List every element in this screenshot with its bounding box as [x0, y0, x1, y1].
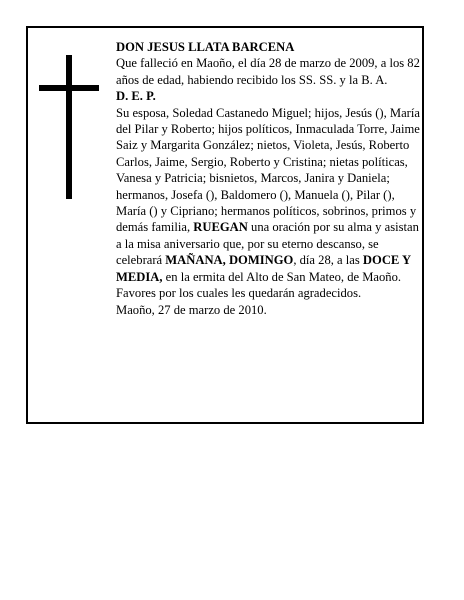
dep-abbreviation: D. E. P. — [116, 89, 156, 104]
signoff: Maoño, 27 de marzo de 2010. — [116, 302, 267, 317]
mass-announcement — [116, 105, 422, 302]
death-details: Que falleció en Maoño, el día 28 de marzo de 2009, a los 82 años de edad, habiendo recibido los SS. SS. y la B. A. — [116, 56, 420, 87]
mass-day: MAÑANA, DOMINGO — [165, 253, 294, 268]
obituary-notice — [26, 26, 424, 424]
request-text: una oración por su alma y asistan a la misa aniversario que, por su eterno descanso, se celebrará — [116, 220, 419, 268]
mass-location: en la ermita del Alto de San Mateo, de Maoño. Favores por los cuales les quedarán agradecidos. — [116, 269, 402, 301]
mass-time: DOCE Y MEDIA, — [116, 253, 411, 284]
mass-date: , día 28, a las — [293, 253, 363, 268]
cross-icon — [39, 55, 99, 199]
family-list: Su esposa, Soledad Castanedo Miguel; hijos, Jesús (), María del Pilar y Roberto; hijos políticos, Inmaculada Torre, Jaime Saiz y Margarita González; nietos, Violeta, Jesús, Roberto Carlos, Jaime, Sergio, Roberto y Cristina; nietas políticas, Vanesa y Patricia; bisnietos, Marcos, Janira y Daniela; hermanos, Josefa (), Baldomero (), Manuela (), Pilar (), María () y Cipriano; hermanos políticos, sobrinos, primos y demás familia, — [116, 105, 420, 235]
obituary-text — [116, 39, 422, 318]
ruegan-word: RUEGAN — [193, 220, 248, 235]
deceased-name: DON JESUS LLATA BARCENA — [116, 40, 295, 54]
